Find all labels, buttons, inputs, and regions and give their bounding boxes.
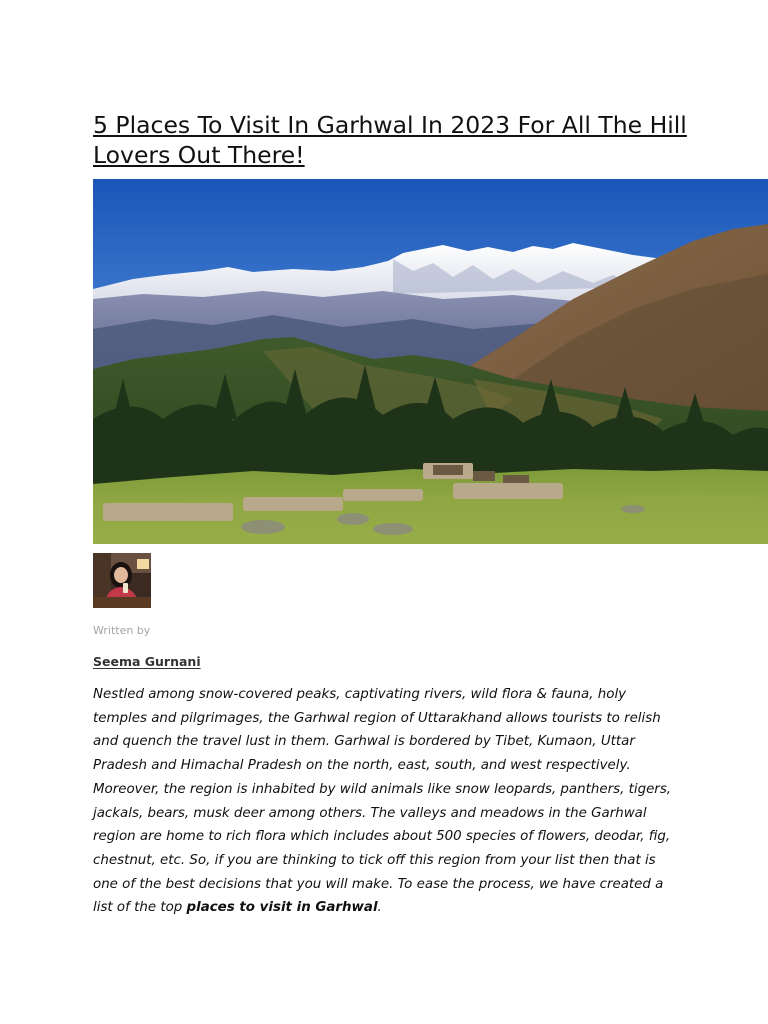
intro-paragraph — [93, 683, 678, 920]
intro-text: Nestled among snow-covered peaks, captivating rivers, wild flora & fauna, holy temples and pilgrimages, the Garhwal region of Uttarakhand allows tourists to relish and quench the travel lust in them. Garhwal is bordered by Tibet, Kumaon, Uttar Pradesh and Himachal Pradesh on the north, east, south, and west respectively. Moreover, the region is inhabited by wild animals like snow leopards, panthers, tigers, jackals, bears, musk deer among others. The valleys and meadows in the Garhwal region are home to rich flora which includes about 500 species of flowers, deodar, fig, chestnut, etc. So, if you are thinking to tick off this region from your list then that is one of the best decisions that you will make. To ease the process, we have created a list of the top — [93, 687, 672, 916]
article-title — [93, 110, 693, 170]
author-avatar[interactable] — [93, 553, 151, 608]
author-name[interactable]: Seema Gurnani — [93, 654, 201, 669]
written-by-label: Written by — [93, 624, 151, 637]
intro-end: . — [377, 900, 382, 916]
hero-image — [93, 179, 768, 544]
article-title-link[interactable]: 5 Places To Visit In Garhwal In 2023 For All The Hill Lovers Out There! — [93, 111, 687, 169]
intro-bold-link: places to visit in Garhwal — [186, 900, 378, 916]
